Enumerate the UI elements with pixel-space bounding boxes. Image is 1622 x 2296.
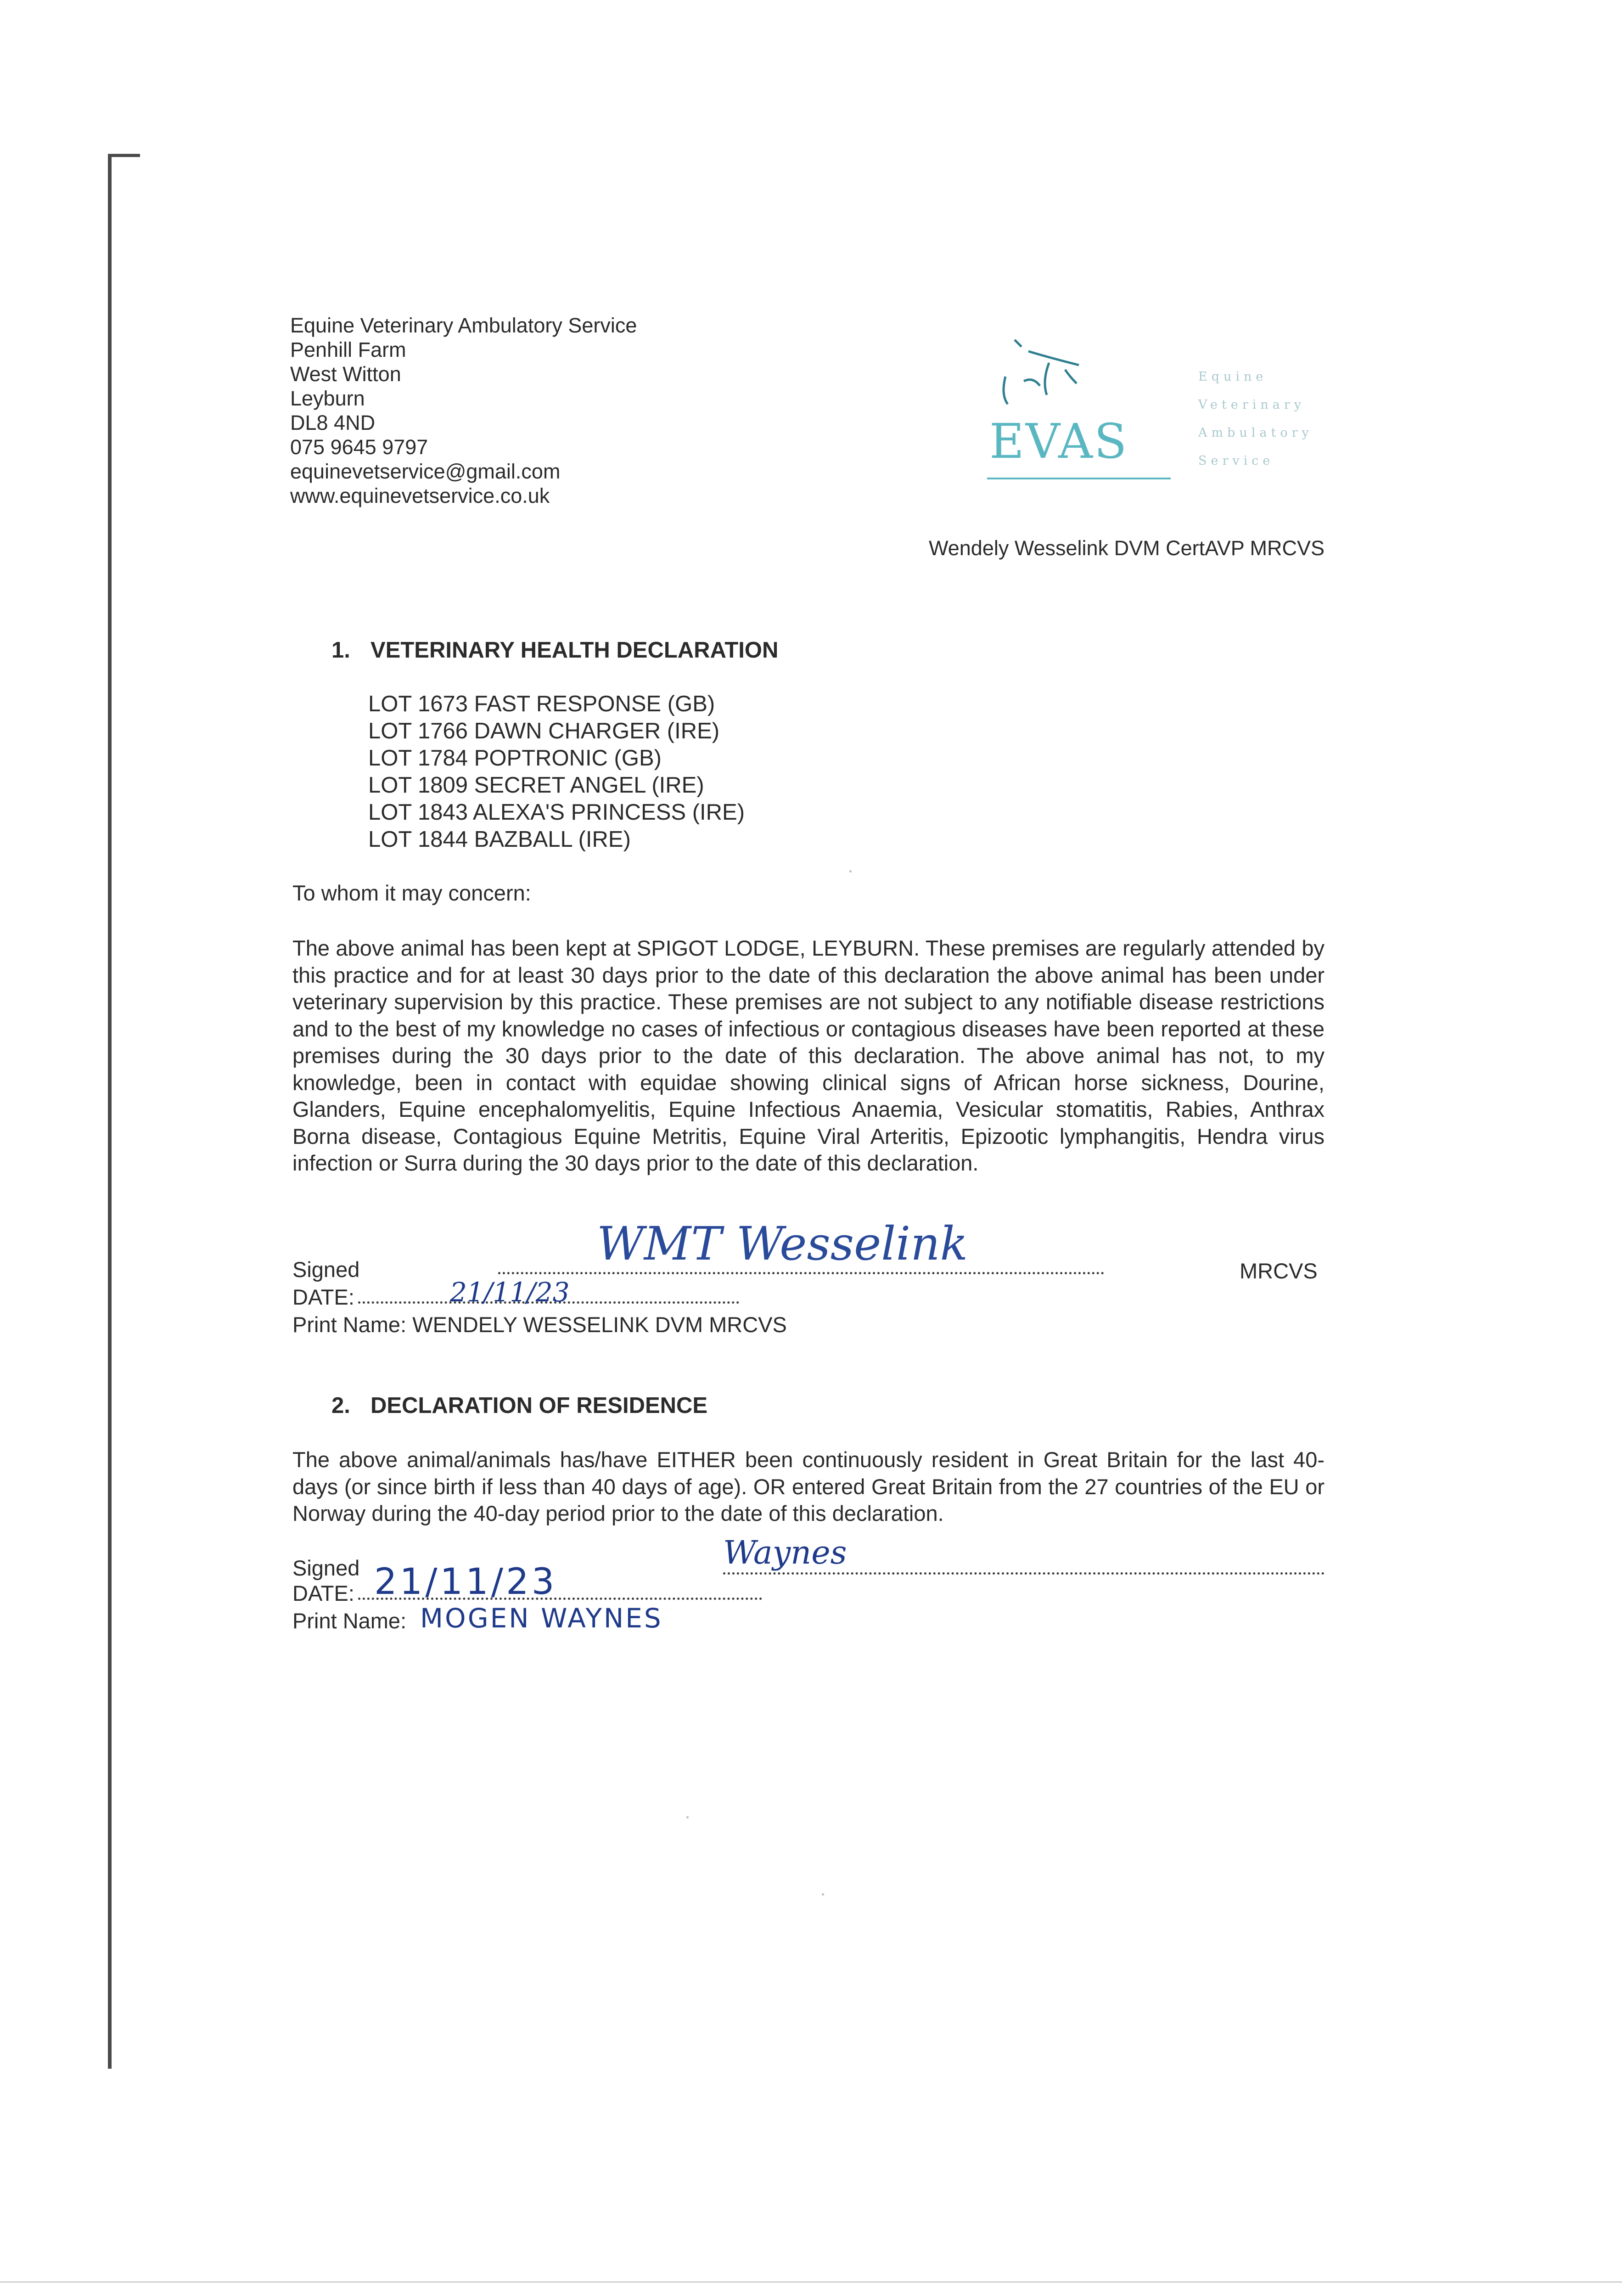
section-number: 2. <box>331 1393 350 1418</box>
signed-label: Signed <box>292 1257 360 1282</box>
lot-item: LOT 1673 FAST RESPONSE (GB) <box>368 692 715 716</box>
logo-word: Veterinary <box>1198 398 1306 412</box>
section-title: VETERINARY HEALTH DECLARATION <box>370 638 779 663</box>
section-number: 1. <box>331 638 350 663</box>
vet-signature: WMT Wesselink <box>597 1217 968 1271</box>
print-name-value: WENDELY WESSELINK DVM MRCVS <box>412 1312 787 1337</box>
date-label: DATE: <box>292 1581 354 1605</box>
lot-item: LOT 1784 POPTRONIC (GB) <box>368 746 662 771</box>
date-value: 21/11/23 <box>450 1277 570 1308</box>
greeting: To whom it may concern: <box>292 881 531 905</box>
address-line: Penhill Farm <box>290 338 406 361</box>
vet-name: Wendely Wesselink DVM CertAVP MRCVS <box>929 536 1325 560</box>
residence-declaration-body: The above animal/animals has/have EITHER been continuously resident in Great Britain for the last 40-days (or since birth if less than 40 days of age). OR entered Great Britain from the 27 countries of the EU or Norway during the 40-day period prior to the date of this declaration. <box>292 1447 1325 1525</box>
scan-speck <box>849 870 852 872</box>
mrcvs-label: MRCVS <box>1240 1259 1318 1283</box>
section-title: DECLARATION OF RESIDENCE <box>370 1393 708 1418</box>
signed-label: Signed <box>292 1556 360 1580</box>
lot-item: LOT 1809 SECRET ANGEL (IRE) <box>368 773 704 798</box>
logo-tagline <box>1198 363 1313 475</box>
section-1-heading <box>331 637 778 663</box>
scan-speck <box>822 1893 824 1896</box>
address-line: DL8 4ND <box>290 411 376 434</box>
lot-item: LOT 1766 DAWN CHARGER (IRE) <box>368 719 720 743</box>
date-label: DATE: <box>292 1285 354 1309</box>
scan-edge-line <box>108 154 112 2069</box>
lot-list <box>368 691 745 853</box>
address-line: Equine Veterinary Ambulatory Service <box>290 314 637 337</box>
address-line: Leyburn <box>290 387 365 410</box>
website-address: www.equinevetservice.co.uk <box>290 484 550 507</box>
scan-bottom-edge <box>0 2281 1622 2283</box>
sender-address <box>290 313 637 508</box>
print-name-label: Print Name: <box>292 1609 407 1633</box>
scan-edge-hook <box>108 154 140 157</box>
print-name-label: Print Name: <box>292 1312 407 1337</box>
owner-signature: Waynes <box>723 1534 847 1571</box>
logo-text: EVAS <box>989 413 1128 469</box>
health-declaration-body: The above animal has been kept at SPIGOT LODGE, LEYBURN. These premises are regularly attended by this practice and for at least 30 days prior to the date of this declaration the above animal has been under veterinary supervision by this practice. These premises are not subject to any notifiable disease restrictions and to the best of my knowledge no cases of infectious or contagious diseases have been reported at these premises during the 30 days prior to the date of this declaration. The above animal has not, to my knowledge, been in contact with equidae showing clinical signs of African horse sickness, Dourine, Glanders, Equine encephalomyelitis, Equine Infectious Anaemia, Vesicular stomatitis, Rabies, Anthrax Borna disease, Contagious Equine Metritis, Equine Viral Arteritis, Epizootic lymphangitis, Hendra virus infection or Surra during the 30 days prior to the date of this declaration. <box>292 936 1325 1175</box>
section-2-heading <box>331 1393 707 1418</box>
logo-underline <box>987 478 1171 479</box>
print-name-value: MOGEN WAYNES <box>420 1603 663 1634</box>
logo-word: Service <box>1198 454 1274 468</box>
evas-logo <box>982 326 1341 487</box>
email-address: equinevetservice@gmail.com <box>290 460 561 483</box>
signature-dotted-line <box>498 1270 1104 1274</box>
lot-item: LOT 1843 ALEXA'S PRINCESS (IRE) <box>368 800 745 825</box>
logo-word: Equine <box>1198 370 1268 384</box>
address-line: West Witton <box>290 362 401 386</box>
lot-item: LOT 1844 BAZBALL (IRE) <box>368 827 631 852</box>
scan-speck <box>686 1816 689 1818</box>
phone-number: 075 9645 9797 <box>290 435 428 459</box>
date-value: 21/11/23 <box>374 1561 557 1603</box>
horse-head-icon <box>996 326 1120 418</box>
print-name <box>292 1312 787 1337</box>
logo-word: Ambulatory <box>1198 426 1313 440</box>
